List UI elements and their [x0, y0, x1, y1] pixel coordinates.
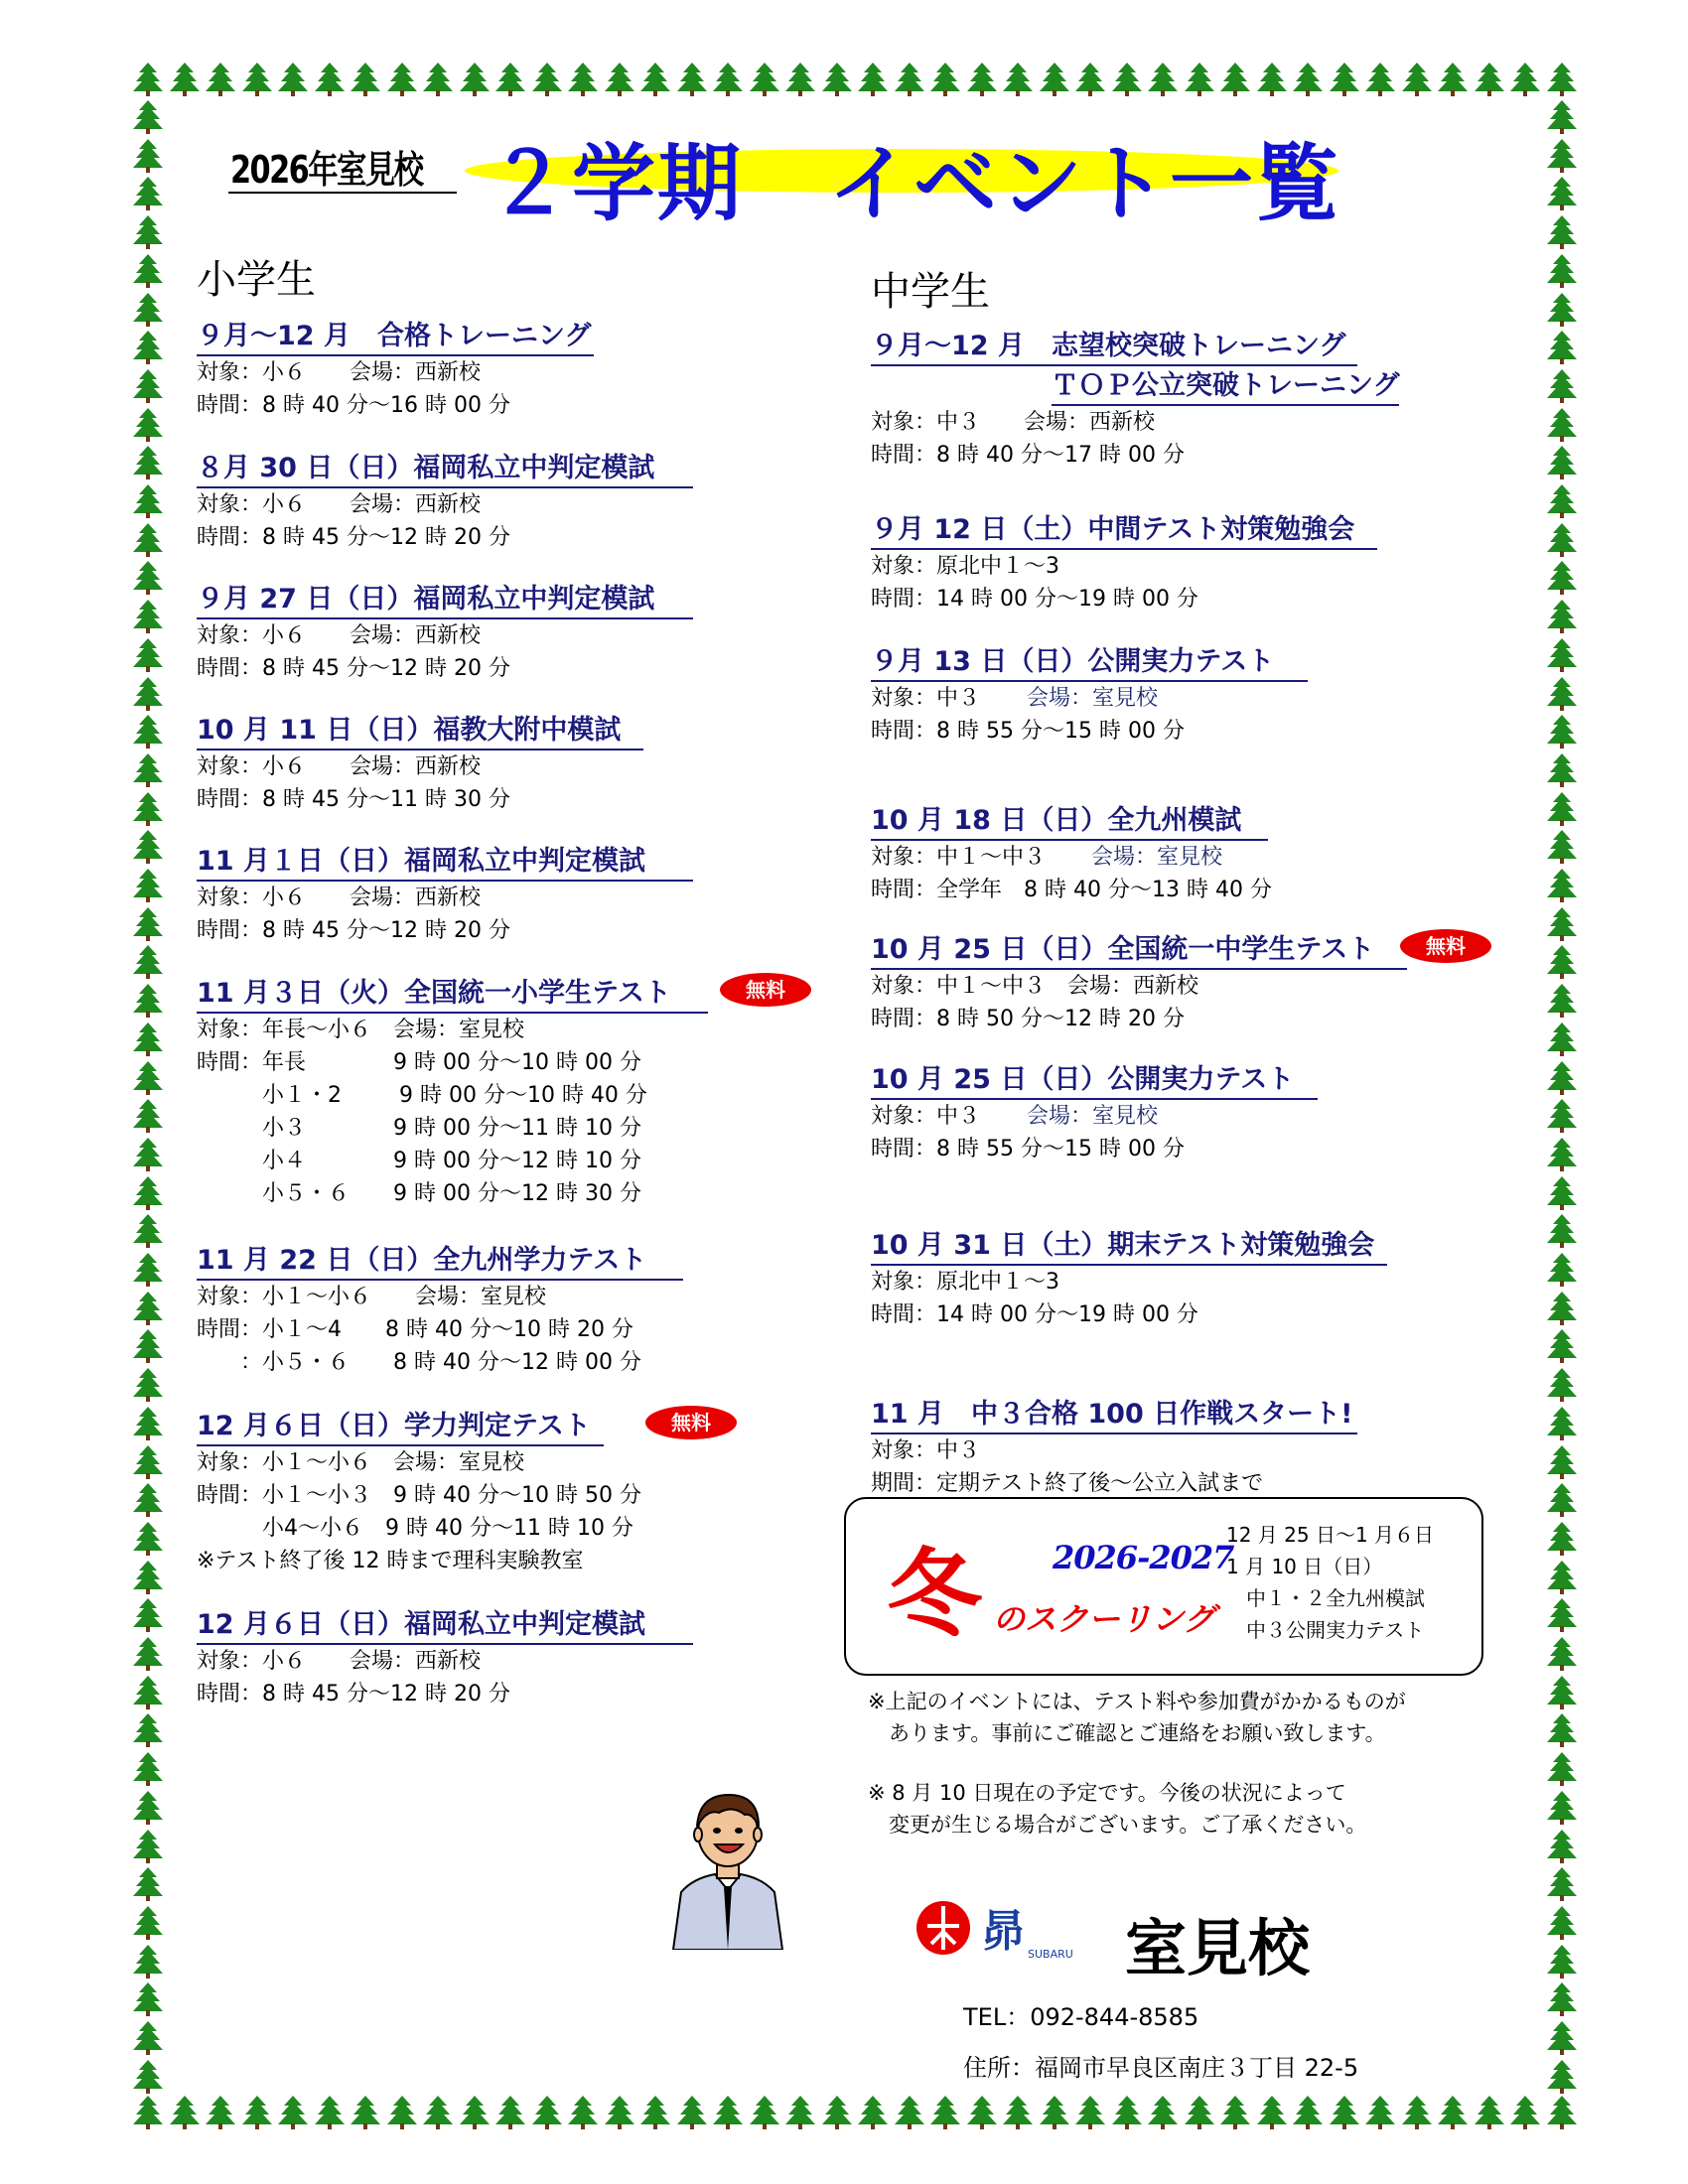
tree-icon [131, 1712, 165, 1748]
tree-icon [131, 714, 165, 750]
event-venue: 会場：室見校 [1027, 686, 1159, 711]
tree-icon [566, 62, 600, 97]
event-detail: 時間：8 時 45 分〜12 時 20 分 [197, 656, 510, 681]
tree-icon [1400, 62, 1434, 97]
tree-icon [1545, 1521, 1579, 1557]
tree-icon [1545, 1252, 1579, 1288]
event-detail: 時間：8 時 40 分〜16 時 00 分 [197, 393, 510, 418]
event-detail: 対象：中３ [871, 686, 1003, 711]
tree-icon [131, 368, 165, 404]
tree-icon [1073, 2095, 1107, 2130]
tree-icon [1545, 62, 1579, 97]
event-title: 11 月 22 日（日）全九州学力テスト [197, 1244, 683, 1281]
event-title: ９月 12 日（土）中間テスト対策勉強会 [871, 513, 1377, 550]
event-detail: 対象：中３ [871, 1438, 981, 1463]
school-name: 室見校 [1125, 1912, 1311, 1984]
tree-icon [711, 62, 745, 97]
tree-icon [1146, 62, 1180, 97]
tree-icon [748, 62, 781, 97]
winter-subtitle: のスクーリング [993, 1600, 1215, 1638]
tree-icon [131, 253, 165, 289]
event-detail: 対象：原北中１〜3 [871, 1270, 1059, 1295]
event-venue: 会場：室見校 [1027, 1104, 1159, 1129]
tree-icon [638, 2095, 672, 2130]
event-title: 12 月６日（日）学力判定テスト [197, 1410, 604, 1446]
event-detail: 時間：8 時 45 分〜12 時 20 分 [197, 525, 510, 550]
note-line: ※上記のイベントには、テスト料や参加費がかかるものが [868, 1690, 1406, 1713]
tree-icon [131, 1291, 165, 1326]
tree-icon [131, 1406, 165, 1441]
winter-detail: 12 月 25 日〜1 月６日 [1226, 1523, 1435, 1547]
tree-icon [131, 1597, 165, 1633]
tree-icon [820, 62, 854, 97]
winter-detail: 中１・２全九州模試 [1246, 1586, 1425, 1610]
event-title: 10 月 18 日（日）全九州模試 [871, 804, 1268, 841]
tree-icon [131, 445, 165, 480]
tree-icon [1545, 330, 1579, 365]
tree-icon [1038, 2095, 1071, 2130]
tree-icon [1328, 62, 1361, 97]
event-detail: 時間：8 時 45 分〜11 時 30 分 [197, 787, 510, 812]
tree-icon [1545, 1712, 1579, 1748]
tree-icon [1545, 983, 1579, 1019]
tree-icon [530, 2095, 564, 2130]
tree-icon [131, 1521, 165, 1557]
tree-icon [131, 2095, 165, 2130]
tree-icon [458, 62, 492, 97]
tree-icon [131, 1981, 165, 2017]
logo-sub: SUBARU [1028, 1948, 1073, 1961]
tree-icon [1545, 1597, 1579, 1633]
tree-icon [385, 2095, 419, 2130]
tree-icon [893, 62, 926, 97]
tree-icon [131, 176, 165, 211]
tree-icon [131, 1905, 165, 1941]
tree-icon [131, 1790, 165, 1826]
tree-icon [1545, 944, 1579, 980]
tree-icon [131, 944, 165, 980]
tree-icon [131, 1060, 165, 1096]
tree-icon [131, 829, 165, 865]
tree-icon [131, 2059, 165, 2095]
event-detail: 時間：全学年 8 時 40 分〜13 時 40 分 [871, 878, 1272, 902]
tree-icon [131, 522, 165, 558]
event-detail: 対象：小６ 会場：西新校 [197, 1649, 482, 1674]
tree-icon [1545, 1829, 1579, 1864]
tree-icon [131, 1137, 165, 1172]
tree-icon [131, 560, 165, 596]
tree-icon [1255, 62, 1289, 97]
event-detail: 対象：原北中１〜3 [871, 554, 1059, 579]
tree-icon [1545, 1905, 1579, 1941]
tree-icon [131, 1252, 165, 1288]
tree-icon [965, 62, 999, 97]
tree-icon [820, 2095, 854, 2130]
tree-icon [1545, 829, 1579, 865]
tree-icon [675, 62, 709, 97]
junior-heading: 中学生 [871, 269, 990, 315]
event-subtitle: ＴＯＰ公立突破トレーニング [1052, 369, 1399, 406]
tree-icon [1110, 62, 1144, 97]
tree-icon [1545, 1636, 1579, 1672]
tree-icon [131, 1560, 165, 1595]
note-line: あります。事前にご確認とご連絡をお願い致します。 [868, 1721, 1386, 1745]
page-title: ２学期 イベント一覧 [487, 135, 1341, 232]
tree-icon [1545, 1328, 1579, 1364]
event-title: ９月 27 日（日）福岡私立中判定模試 [197, 583, 693, 619]
tree-icon [131, 138, 165, 174]
tree-icon [421, 62, 455, 97]
teacher-illustration [663, 1783, 792, 1950]
tree-icon [131, 1175, 165, 1211]
event-title: ９月 13 日（日）公開実力テスト [871, 645, 1308, 682]
event-title: 10 月 31 日（土）期末テスト対策勉強会 [871, 1229, 1387, 1266]
tree-icon [131, 1636, 165, 1672]
event-detail: 小１・2 9 時 00 分〜10 時 40 分 [197, 1083, 647, 1108]
tree-icon [204, 2095, 237, 2130]
tree-icon [131, 214, 165, 250]
tree-icon [1545, 1444, 1579, 1480]
tree-icon [1545, 1866, 1579, 1902]
tree-icon [1545, 1098, 1579, 1134]
tree-icon [1545, 1175, 1579, 1211]
tree-icon [276, 2095, 310, 2130]
event-detail: 対象：年長〜小６ 会場：室見校 [197, 1018, 525, 1042]
address: 住所：福岡市早良区南庄３丁目 22-5 [963, 2054, 1359, 2082]
tree-icon [638, 62, 672, 97]
tree-icon [1545, 637, 1579, 673]
event-detail: ：小５・６ 8 時 40 分〜12 時 00 分 [197, 1350, 641, 1375]
tree-icon [131, 868, 165, 903]
tree-icon [1545, 676, 1579, 712]
event-detail: 対象：小１〜小６ 会場：室見校 [197, 1450, 525, 1475]
tree-icon [1545, 599, 1579, 634]
event-detail: 対象：小６ 会場：西新校 [197, 754, 482, 779]
event-title: 10 月 25 日（日）全国統一中学生テスト [871, 933, 1407, 970]
event-detail: 対象：小６ 会場：西新校 [197, 623, 482, 648]
tree-icon [530, 62, 564, 97]
event-title: 11 月１日（日）福岡私立中判定模試 [197, 845, 693, 882]
event-venue: 会場：室見校 [1091, 845, 1223, 870]
tree-icon [131, 2020, 165, 2056]
tree-icon [313, 62, 347, 97]
event-detail: 小３ 9 時 00 分〜11 時 10 分 [197, 1116, 641, 1141]
tree-icon [1545, 253, 1579, 289]
tree-icon [1545, 407, 1579, 443]
tree-icon [131, 1482, 165, 1518]
event-detail: ※テスト終了後 12 時まで理科実験教室 [197, 1549, 584, 1573]
elementary-heading: 小学生 [197, 257, 316, 303]
tree-icon [1073, 62, 1107, 97]
tree-icon [168, 62, 202, 97]
subaru-logo [914, 1896, 1092, 1966]
tree-icon [131, 791, 165, 827]
tree-icon [928, 62, 962, 97]
free-badge: 無料 [645, 1406, 737, 1439]
tree-icon [131, 407, 165, 443]
tree-icon [1545, 2020, 1579, 2056]
tree-icon [168, 2095, 202, 2130]
phone-number: TEL：092-844-8585 [963, 2003, 1199, 2031]
tree-icon [1545, 714, 1579, 750]
tree-icon [1545, 1367, 1579, 1403]
tree-icon [1545, 1560, 1579, 1595]
tree-icon [131, 292, 165, 328]
event-title: 11 月３日（火）全国統一小学生テスト [197, 977, 708, 1014]
tree-icon [1291, 62, 1325, 97]
tree-icon [748, 2095, 781, 2130]
event-detail: 時間：8 時 50 分〜12 時 20 分 [871, 1007, 1185, 1031]
tree-icon [131, 1328, 165, 1364]
tree-icon [1545, 214, 1579, 250]
tree-icon [1545, 1060, 1579, 1096]
tree-icon [1436, 62, 1470, 97]
tree-icon [131, 983, 165, 1019]
tree-icon [1545, 1675, 1579, 1710]
winter-detail: 1 月 10 日（日） [1226, 1555, 1383, 1578]
tree-icon [1545, 1406, 1579, 1441]
event-detail: 対象：中１〜中３ [871, 845, 1068, 870]
event-detail: 対象：小６ 会場：西新校 [197, 360, 482, 385]
event-detail: 対象：小６ 会場：西新校 [197, 886, 482, 910]
tree-icon [131, 1675, 165, 1710]
tree-icon [1400, 2095, 1434, 2130]
tree-icon [131, 1751, 165, 1787]
tree-icon [131, 1367, 165, 1403]
event-title: 12 月６日（日）福岡私立中判定模試 [197, 1608, 693, 1645]
tree-icon [1508, 2095, 1542, 2130]
winter-detail: 中３公開実力テスト [1246, 1618, 1425, 1642]
tree-icon [1545, 560, 1579, 596]
event-title: 11 月 中３合格 100 日作戦スタート! [871, 1398, 1357, 1434]
tree-icon [458, 2095, 492, 2130]
event-detail: 時間：14 時 00 分〜19 時 00 分 [871, 1302, 1198, 1327]
tree-icon [131, 1944, 165, 1979]
event-detail: 対象：中１〜中３ 会場：西新校 [871, 974, 1199, 999]
tree-icon [131, 599, 165, 634]
tree-icon [1545, 1291, 1579, 1326]
tree-icon [1508, 62, 1542, 97]
tree-icon [131, 752, 165, 788]
tree-icon [131, 906, 165, 942]
tree-icon [1545, 1751, 1579, 1787]
tree-icon [1545, 483, 1579, 519]
tree-icon [1328, 2095, 1361, 2130]
tree-icon [313, 2095, 347, 2130]
free-badge: 無料 [1400, 929, 1491, 963]
tree-icon [675, 2095, 709, 2130]
tree-icon [1545, 99, 1579, 135]
tree-icon [1545, 2095, 1579, 2130]
event-detail: 時間：年長 9 時 00 分〜10 時 00 分 [197, 1050, 641, 1075]
tree-icon [1473, 2095, 1506, 2130]
event-detail: 時間：14 時 00 分〜19 時 00 分 [871, 587, 1198, 612]
tree-icon [1001, 62, 1035, 97]
tree-icon [131, 1829, 165, 1864]
tree-icon [349, 62, 382, 97]
event-title: 10 月 11 日（日）福教大附中模試 [197, 714, 643, 751]
tree-icon [1001, 2095, 1035, 2130]
event-detail: 時間：8 時 40 分〜17 時 00 分 [871, 443, 1185, 468]
tree-icon [1291, 2095, 1325, 2130]
event-title: 10 月 25 日（日）公開実力テスト [871, 1063, 1318, 1100]
tree-icon [856, 62, 890, 97]
tree-icon [1545, 2059, 1579, 2095]
tree-icon [1545, 522, 1579, 558]
tree-icon [1545, 138, 1579, 174]
tree-icon [1038, 62, 1071, 97]
tree-icon [1545, 1022, 1579, 1057]
tree-icon [1545, 292, 1579, 328]
tree-icon [1183, 2095, 1216, 2130]
event-title: ９月〜12 月 志望校突破トレーニング [871, 330, 1357, 366]
tree-icon [1545, 906, 1579, 942]
event-detail: 時間：8 時 55 分〜15 時 00 分 [871, 719, 1185, 744]
tree-icon [1545, 1790, 1579, 1826]
tree-icon [385, 62, 419, 97]
tree-icon [493, 62, 527, 97]
tree-icon [1183, 62, 1216, 97]
tree-icon [131, 483, 165, 519]
tree-icon [131, 1444, 165, 1480]
tree-icon [131, 62, 165, 97]
tree-icon [603, 62, 636, 97]
tree-icon [131, 1022, 165, 1057]
tree-icon [276, 62, 310, 97]
event-title: ８月 30 日（日）福岡私立中判定模試 [197, 452, 693, 488]
tree-icon [1545, 791, 1579, 827]
tree-icon [493, 2095, 527, 2130]
free-badge: 無料 [720, 973, 811, 1007]
note-line: ※ 8 月 10 日現在の予定です。今後の状況によって [868, 1781, 1346, 1805]
event-detail: 時間：8 時 45 分〜12 時 20 分 [197, 918, 510, 943]
event-detail: 対象：中３ [871, 1104, 1003, 1129]
logo-glyph: 昴 [981, 1906, 1025, 1957]
tree-icon [856, 2095, 890, 2130]
event-detail: 時間：小１〜4 8 時 40 分〜10 時 20 分 [197, 1317, 633, 1342]
tree-icon [1545, 1482, 1579, 1518]
tree-icon [240, 2095, 274, 2130]
tree-icon [1436, 2095, 1470, 2130]
winter-years: 2026-2027 [1053, 1539, 1234, 1576]
tree-icon [131, 1866, 165, 1902]
event-detail: 時間：8 時 55 分〜15 時 00 分 [871, 1137, 1185, 1161]
tree-icon [1255, 2095, 1289, 2130]
tree-icon [1545, 1944, 1579, 1979]
event-detail: 小4〜小６ 9 時 40 分〜11 時 10 分 [197, 1516, 633, 1541]
tree-icon [1545, 176, 1579, 211]
tree-icon [131, 637, 165, 673]
tree-icon [131, 1213, 165, 1249]
note-line: 変更が生じる場合がございます。ご了承ください。 [868, 1813, 1367, 1837]
tree-icon [131, 99, 165, 135]
tree-icon [1545, 1137, 1579, 1172]
tree-icon [1363, 62, 1397, 97]
tree-icon [1545, 868, 1579, 903]
winter-kanji: 冬 [887, 1538, 982, 1650]
tree-icon [603, 2095, 636, 2130]
tree-icon [131, 676, 165, 712]
event-detail: 期間：定期テスト終了後〜公立入試まで [871, 1471, 1264, 1496]
school-year-label: 2026年室見校 [230, 148, 423, 192]
event-detail: 対象：小６ 会場：西新校 [197, 492, 482, 517]
tree-icon [1218, 62, 1252, 97]
event-detail: 時間：小１〜小３ 9 時 40 分〜10 時 50 分 [197, 1483, 641, 1508]
tree-icon [965, 2095, 999, 2130]
tree-icon [349, 2095, 382, 2130]
tree-icon [928, 2095, 962, 2130]
event-title: ９月〜12 月 合格トレーニング [197, 320, 594, 356]
tree-icon [1473, 62, 1506, 97]
tree-icon [1545, 1981, 1579, 2017]
tree-icon [240, 62, 274, 97]
tree-icon [1146, 2095, 1180, 2130]
event-detail: 時間：8 時 45 分〜12 時 20 分 [197, 1682, 510, 1706]
tree-icon [893, 2095, 926, 2130]
tree-icon [1110, 2095, 1144, 2130]
tree-icon [1218, 2095, 1252, 2130]
tree-icon [566, 2095, 600, 2130]
tree-icon [1545, 445, 1579, 480]
school-year-underline [228, 192, 457, 194]
tree-icon [1363, 2095, 1397, 2130]
tree-icon [783, 62, 817, 97]
tree-icon [131, 330, 165, 365]
tree-icon [1545, 752, 1579, 788]
tree-icon [131, 1098, 165, 1134]
event-detail: 小４ 9 時 00 分〜12 時 10 分 [197, 1149, 641, 1173]
tree-icon [1545, 1213, 1579, 1249]
tree-icon [1545, 368, 1579, 404]
event-detail: 対象：小１〜小６ 会場：室見校 [197, 1285, 547, 1309]
tree-icon [204, 62, 237, 97]
tree-icon [783, 2095, 817, 2130]
event-detail: 対象：中３ 会場：西新校 [871, 410, 1156, 435]
tree-icon [711, 2095, 745, 2130]
event-detail: 小５・６ 9 時 00 分〜12 時 30 分 [197, 1181, 641, 1206]
tree-icon [421, 2095, 455, 2130]
